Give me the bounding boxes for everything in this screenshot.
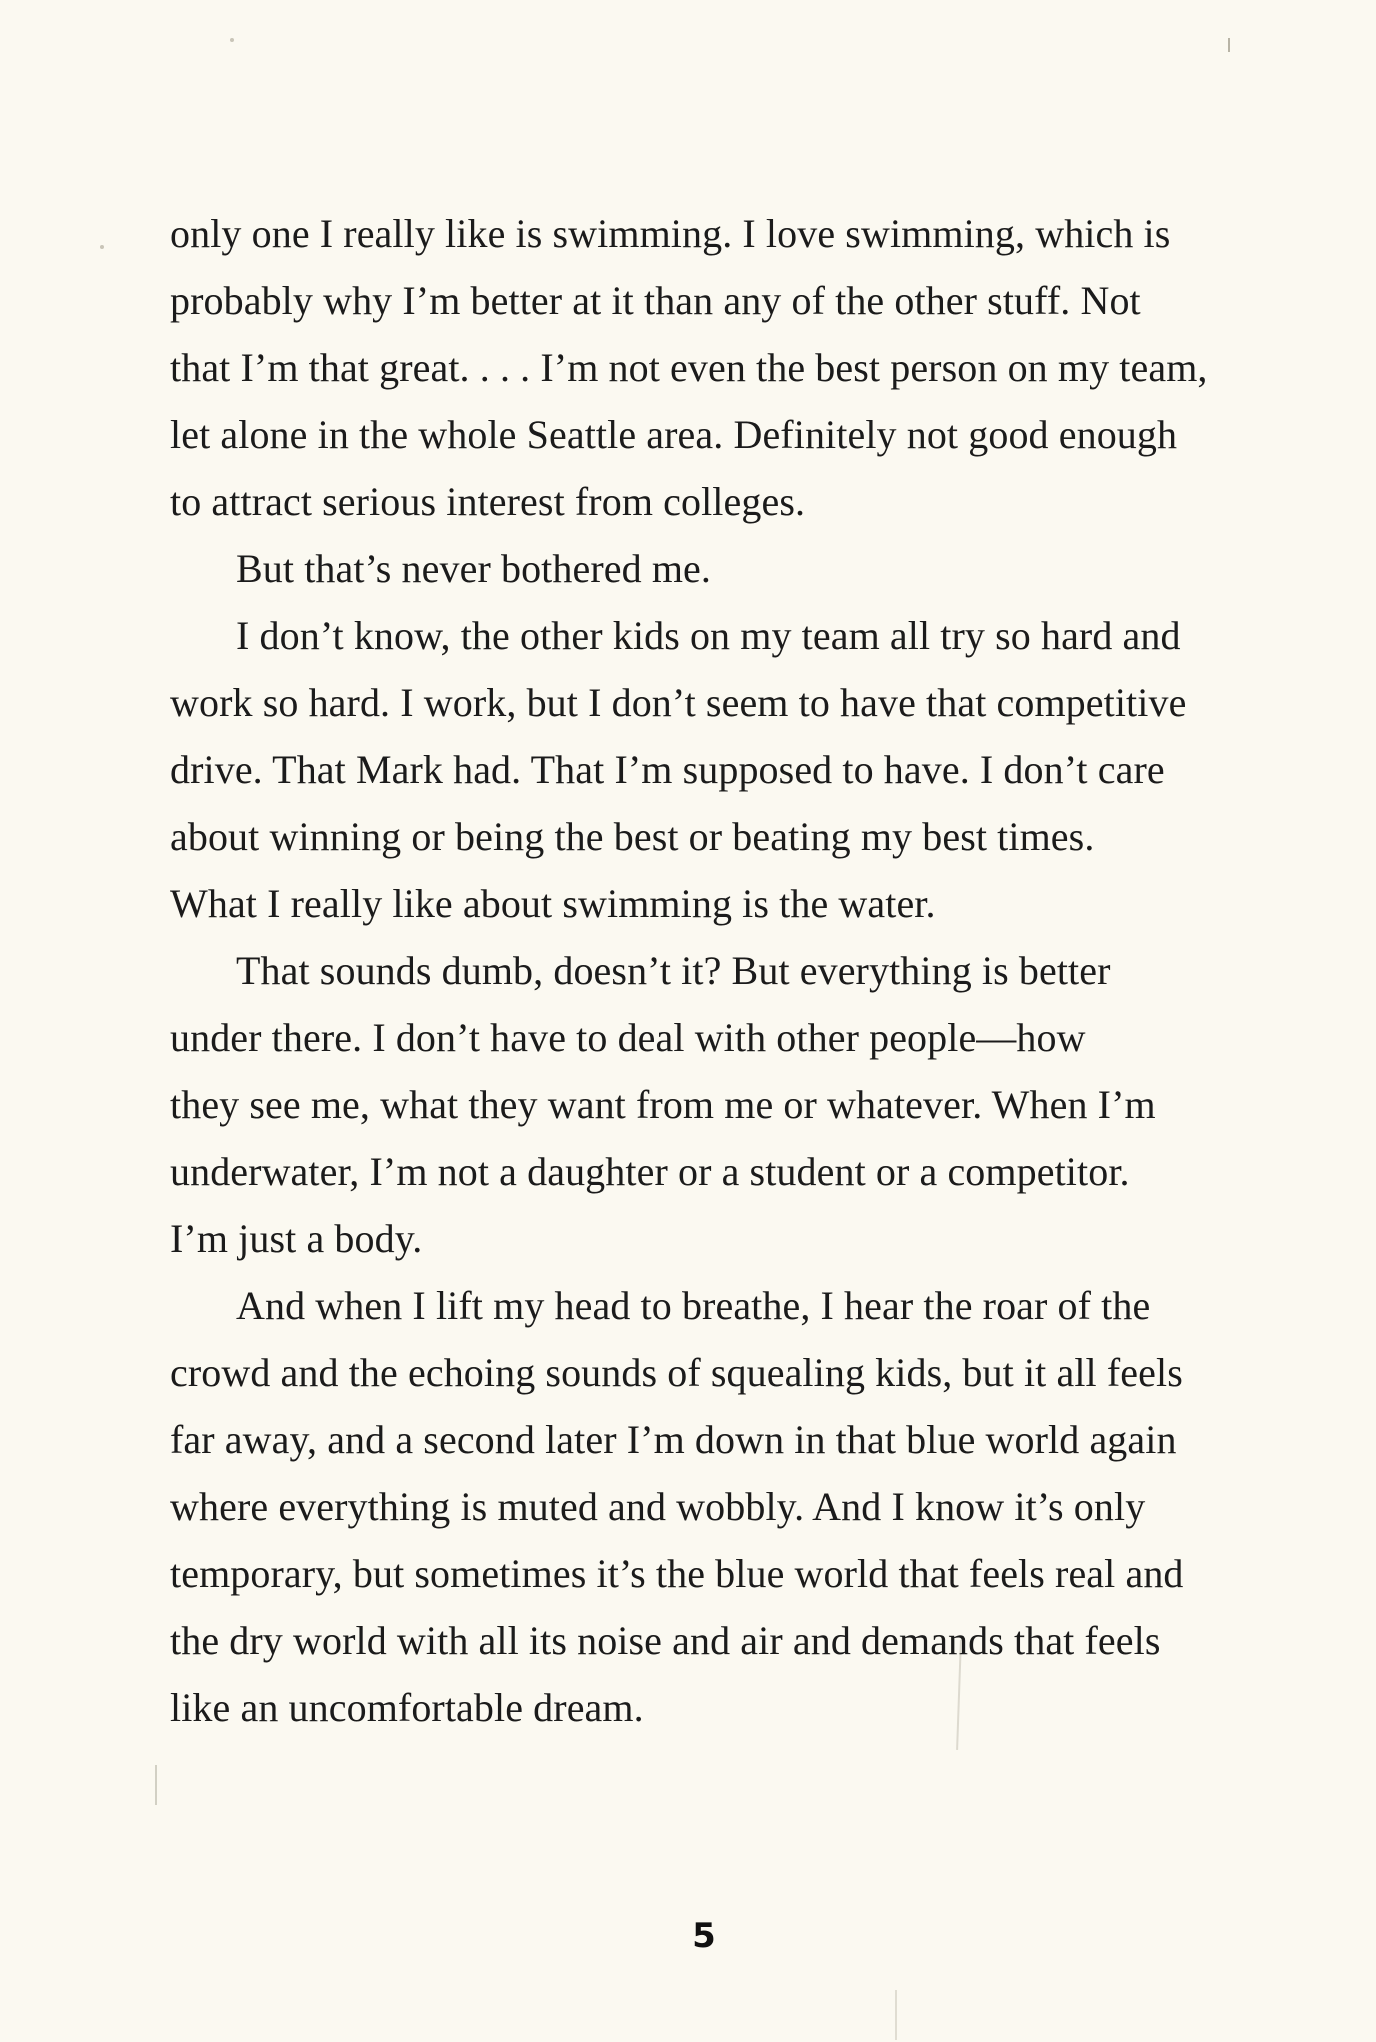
paper-streak (155, 1765, 157, 1805)
paragraph (170, 535, 1260, 602)
paper-streak (895, 1990, 897, 2040)
text-line: crowd and the echoing sounds of squealing kids, but it all feels (170, 1350, 1183, 1395)
text-line: drive. That Mark had. That I’m supposed to have. I don’t care (170, 747, 1165, 792)
text-line: work so hard. I work, but I don’t seem to have that competitive (170, 680, 1187, 725)
text-line: let alone in the whole Seattle area. Definitely not good enough (170, 412, 1178, 457)
text-line: What I really like about swimming is the water. (170, 881, 936, 926)
paper-streak (1228, 38, 1230, 52)
text-line: I’m just a body. (170, 1216, 423, 1261)
paper-speck (230, 38, 234, 42)
text-line: only one I really like is swimming. I love swimming, which is (170, 211, 1171, 256)
text-line: I don’t know, the other kids on my team all try so hard and (236, 613, 1181, 658)
text-line: that I’m that great. . . . I’m not even the best person on my team, (170, 345, 1208, 390)
text-line: to attract serious interest from colleges. (170, 479, 806, 524)
text-line: under there. I don’t have to deal with other people—how (170, 1015, 1086, 1060)
paragraph (170, 602, 1260, 937)
text-line: That sounds dumb, doesn’t it? But everything is better (236, 948, 1111, 993)
text-line: probably why I’m better at it than any of the other stuff. Not (170, 278, 1141, 323)
text-line: underwater, I’m not a daughter or a student or a competitor. (170, 1149, 1130, 1194)
text-line: the dry world with all its noise and air and demands that feels (170, 1618, 1161, 1663)
paragraph (170, 1272, 1260, 1741)
paragraph (170, 937, 1260, 1272)
text-line: they see me, what they want from me or whatever. When I’m (170, 1082, 1156, 1127)
text-line: But that’s never bothered me. (236, 546, 711, 591)
paragraph (170, 200, 1260, 535)
text-line: far away, and a second later I’m down in that blue world again (170, 1417, 1177, 1462)
text-line: about winning or being the best or beating my best times. (170, 814, 1095, 859)
text-line: where everything is muted and wobbly. And I know it’s only (170, 1484, 1146, 1529)
page-number: 5 (692, 1916, 716, 1956)
paper-speck (100, 245, 104, 249)
text-line: temporary, but sometimes it’s the blue world that feels real and (170, 1551, 1184, 1596)
text-line: And when I lift my head to breathe, I hear the roar of the (236, 1283, 1151, 1328)
text-line: like an uncomfortable dream. (170, 1685, 644, 1730)
body-text (170, 200, 1260, 1741)
